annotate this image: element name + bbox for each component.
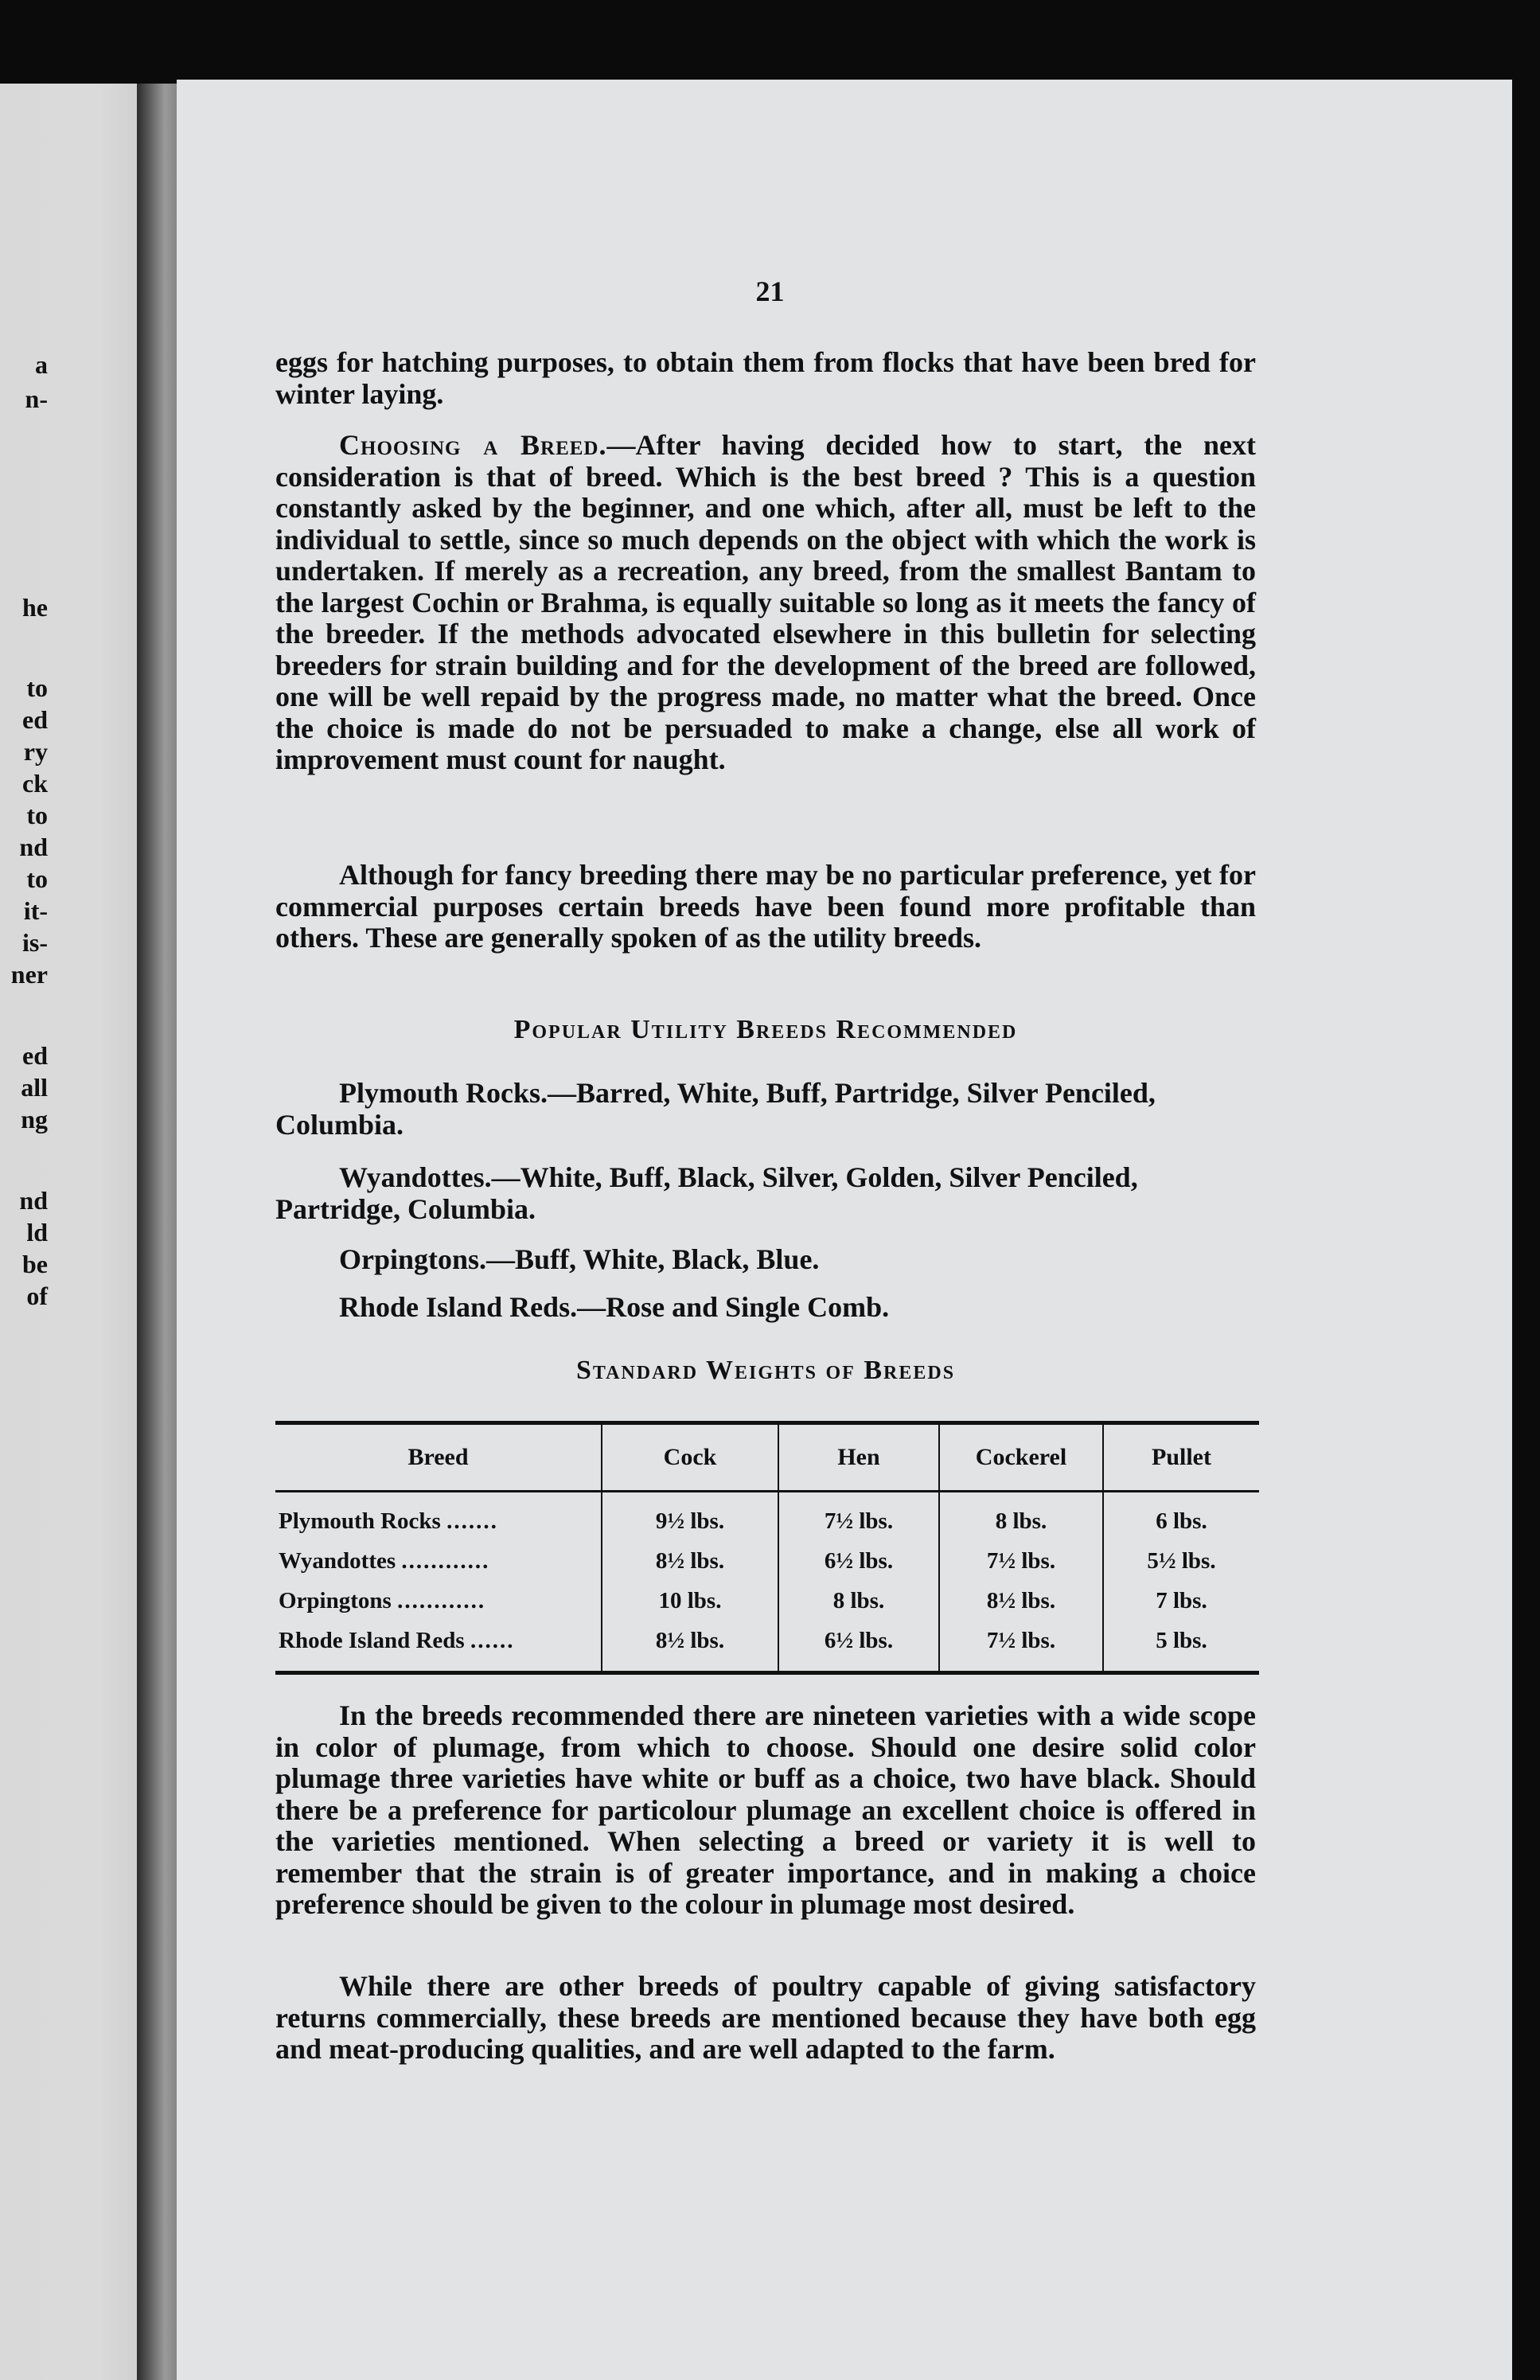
choosing-a-breed-paragraph xyxy=(275,430,1256,776)
varieties-paragraph xyxy=(275,1700,1256,1921)
left-margin-fragment: n- xyxy=(25,384,48,413)
hen-cell: 7½ lbs. xyxy=(778,1492,939,1542)
breed-text: Orpingtons.—Buff, White, Black, Blue. xyxy=(339,1243,820,1275)
left-margin-fragment: of xyxy=(26,1282,48,1310)
left-margin-fragment: is- xyxy=(22,928,48,957)
left-margin-fragment: to xyxy=(26,673,48,702)
breed-line-wyandottes xyxy=(275,1162,1256,1225)
table-row xyxy=(275,1541,1259,1581)
left-margin-fragment: it- xyxy=(23,896,48,925)
breed-cell: Orpingtons ............ xyxy=(279,1587,486,1613)
choosing-heading: Choosing a Breed. xyxy=(339,429,607,461)
breed-text: Wyandottes.—White, Buff, Black, Silver, Golden, Silver Penciled, Partridge, Columbia. xyxy=(275,1161,1138,1225)
left-margin-fragment: he xyxy=(22,593,48,622)
header-cock: Cock xyxy=(602,1423,778,1492)
pullet-cell: 5 lbs. xyxy=(1103,1621,1259,1673)
choosing-a-breed-text xyxy=(275,430,1256,776)
hen-cell: 6½ lbs. xyxy=(778,1621,939,1673)
right-edge xyxy=(1512,80,1540,2380)
cockerel-cell: 8 lbs. xyxy=(939,1492,1103,1542)
breed-line-orpingtons xyxy=(275,1244,1256,1276)
table-row xyxy=(275,1492,1259,1542)
breed-cell: Plymouth Rocks ....... xyxy=(279,1508,498,1534)
opening-text: eggs for hatching purposes, to obtain them from flocks that have been bred for winter laying. xyxy=(275,346,1256,410)
cock-cell: 8½ lbs. xyxy=(602,1541,778,1581)
breed-text: Rhode Island Reds.—Rose and Single Comb. xyxy=(339,1291,890,1323)
header-breed: Breed xyxy=(275,1423,602,1492)
cock-cell: 10 lbs. xyxy=(602,1581,778,1621)
left-margin-fragment: to xyxy=(26,801,48,829)
left-margin-fragment: nd xyxy=(19,833,48,861)
page-number: 21 xyxy=(755,275,785,307)
breed-text: Plymouth Rocks.—Barred, White, Buff, Partridge, Silver Penciled, Columbia. xyxy=(275,1077,1156,1141)
popular-breeds-heading: Popular Utility Breeds Recommended xyxy=(513,1015,1018,1044)
left-margin-fragment: ry xyxy=(23,737,48,766)
header-hen: Hen xyxy=(778,1423,939,1492)
cock-cell: 8½ lbs. xyxy=(602,1621,778,1673)
choosing-body: —After having decided how to start, the next consideration is that of breed. Which is the best breed ? This is a question constantly asked by the beginner, and one which, after all, must be left to the individual to settle, since so much depends on the object with which the work is undertaken. If merely as a recreation, any breed, from the smallest Bantam to the largest Cochin or Brahma, is equally suitable so long as it meets the fancy of the breeder. If the methods advocated elsewhere in this bulletin for selecting breeders for strain building and for the development of the breed are followed, one will be well repaid by the progress made, no matter what the breed. Once the choice is made do not be persuaded to make a change, else all work of improvement must count for naught. xyxy=(275,429,1257,775)
varieties-text: In the breeds recommended there are nineteen varieties with a wide scope in color of plumage, from which to choose. Should one desire solid color plumage three varieties have white or buff as a choice, two have black. Should there be a preference for particolour plumage an excellent choice is offered in the varieties mentioned. When selecting a breed or variety it is well to remember that the strain is of greater importance, and in making a choice preference should be given to the colour in plumage most desired. xyxy=(275,1699,1256,1920)
header-pullet: Pullet xyxy=(1103,1423,1259,1492)
standard-weights-heading: Standard Weights of Breeds xyxy=(575,1356,956,1385)
left-margin-fragment: ck xyxy=(22,769,48,798)
left-margin-fragment: to xyxy=(26,864,48,893)
opening-paragraph xyxy=(275,347,1256,410)
left-margin-fragment: nd xyxy=(19,1186,48,1215)
table-header-row xyxy=(275,1423,1259,1492)
header-cockerel: Cockerel xyxy=(939,1423,1103,1492)
pullet-cell: 5½ lbs. xyxy=(1103,1541,1259,1581)
cockerel-cell: 7½ lbs. xyxy=(939,1541,1103,1581)
breed-cell: Rhode Island Reds ...... xyxy=(279,1627,515,1653)
weights-table xyxy=(275,1421,1259,1675)
pullet-cell: 6 lbs. xyxy=(1103,1492,1259,1542)
pullet-cell: 7 lbs. xyxy=(1103,1581,1259,1621)
closing-text: While there are other breeds of poultry capable of giving satisfactory returns commercially, these breeds are mentioned because they have both egg and meat-producing qualities, and are well adapted to the farm. xyxy=(275,1970,1256,2065)
hen-cell: 8 lbs. xyxy=(778,1581,939,1621)
fancy-breeding-text: Although for fancy breeding there may be no particular preference, yet for commercial purposes certain breeds have been found more profitable than others. These are generally spoken of as the utility breeds. xyxy=(275,859,1256,954)
hen-cell: 6½ lbs. xyxy=(778,1541,939,1581)
cockerel-cell: 7½ lbs. xyxy=(939,1621,1103,1673)
table-row xyxy=(275,1581,1259,1621)
left-margin-fragment: ed xyxy=(22,705,48,734)
breed-line-rhode-island xyxy=(275,1292,1256,1324)
breed-line-plymouth xyxy=(275,1078,1256,1141)
table-row xyxy=(275,1621,1259,1673)
breed-cell: Wyandottes ............ xyxy=(279,1547,490,1574)
fancy-breeding-paragraph xyxy=(275,860,1256,954)
cockerel-cell: 8½ lbs. xyxy=(939,1581,1103,1621)
left-margin-fragment: all xyxy=(21,1073,48,1102)
left-margin-fragment: ed xyxy=(22,1041,48,1070)
left-margin-fragment: ng xyxy=(21,1105,48,1133)
left-margin-fragment: be xyxy=(22,1250,48,1278)
left-margin-fragment: a xyxy=(35,350,48,379)
left-margin-fragment: ld xyxy=(26,1218,48,1247)
cock-cell: 9½ lbs. xyxy=(602,1492,778,1542)
closing-paragraph xyxy=(275,1971,1256,2066)
left-margin-fragment: ner xyxy=(10,960,48,989)
